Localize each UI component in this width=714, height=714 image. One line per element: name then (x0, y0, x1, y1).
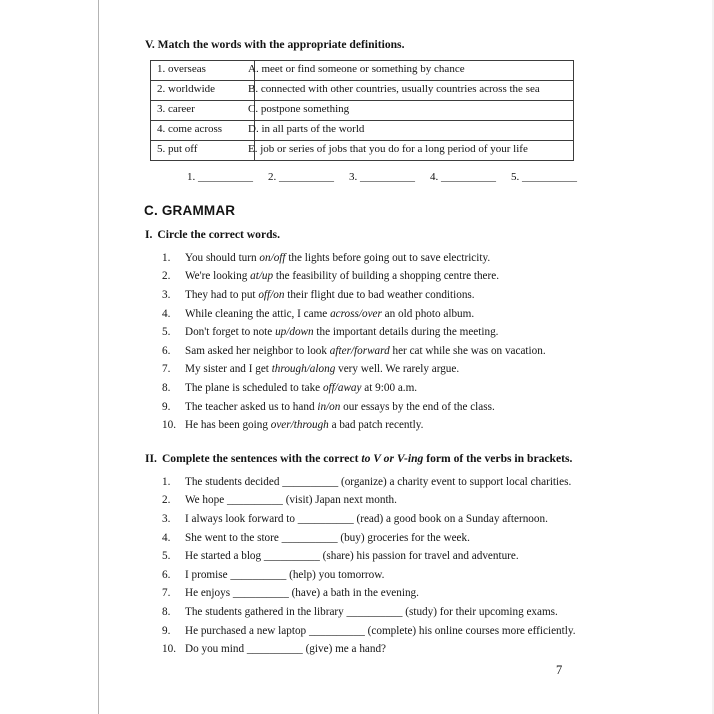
text-before: You should turn (185, 251, 260, 264)
list-item (162, 287, 577, 303)
section-v-title: V. Match the words with the appropriate definitions. (145, 38, 405, 51)
list-item (162, 268, 577, 284)
spacer (145, 436, 577, 452)
item-text: He purchased a new laptop __________ (complete) his online courses more efficiently. (185, 624, 576, 637)
item-text (185, 343, 577, 359)
item-text (185, 361, 577, 377)
part2-title (145, 452, 577, 465)
item-text (185, 324, 577, 340)
list-item (162, 250, 577, 266)
list-item (162, 361, 577, 377)
item-number: 4. (162, 307, 171, 320)
list-item (162, 623, 577, 639)
choice-words: across/over (330, 307, 382, 320)
part2-title-text (162, 452, 577, 465)
choice-words: off/away (322, 381, 362, 394)
item-number: 4. (162, 531, 171, 544)
text-after: at 9:00 a.m. (361, 381, 418, 394)
list-item (162, 641, 577, 657)
item-text: He started a blog __________ (share) his passion for travel and adventure. (185, 550, 519, 563)
definition-cell: D. in all parts of the world (255, 120, 574, 140)
text-after: a bad patch recently. (328, 419, 424, 432)
word-cell: 4. come across (151, 120, 255, 140)
text-before: We're looking (185, 270, 251, 283)
text-before: Don't forget to note (185, 326, 276, 339)
item-number: 7. (162, 587, 171, 600)
text-before: My sister and I get (185, 363, 272, 376)
table-row (151, 140, 574, 160)
choice-words: after/forward (329, 344, 390, 357)
item-number: 8. (162, 381, 171, 394)
word-cell: 1. overseas (151, 61, 255, 81)
item-number: 5. (162, 550, 171, 563)
item-number: 6. (162, 568, 171, 581)
item-number: 5. (162, 326, 171, 339)
text-before: He has been going (185, 419, 271, 432)
list-item (162, 399, 577, 415)
definition-cell: B. connected with other countries, usually countries across the sea (255, 80, 574, 100)
definition-cell: E. job or series of jobs that you do for a long period of your life (255, 140, 574, 160)
list-item (162, 324, 577, 340)
answer-blank: 5. __________ (511, 170, 577, 183)
table-row (151, 100, 574, 120)
text-before: They had to put (185, 288, 259, 301)
item-text (185, 399, 577, 415)
answer-blank: 2. __________ (268, 170, 334, 183)
list-item (162, 567, 577, 583)
text-before: While cleaning the attic, I came (185, 307, 331, 320)
item-text: He enjoys __________ (have) a bath in the evening. (185, 587, 419, 600)
item-number: 8. (162, 606, 171, 619)
choice-words: at/up (250, 270, 274, 283)
list-item (162, 548, 577, 564)
word-cell: 5. put off (151, 140, 255, 160)
item-text: I promise __________ (help) you tomorrow. (185, 568, 385, 581)
item-number: 7. (162, 363, 171, 376)
item-number: 3. (162, 288, 171, 301)
text-after: the feasibility of building a shopping centre there. (273, 270, 499, 283)
text-before: The teacher asked us to hand (185, 400, 318, 413)
item-text: The students decided __________ (organize) a charity event to support local charities. (185, 475, 572, 488)
list-item (162, 380, 577, 396)
text-after: our essays by the end of the class. (340, 400, 495, 413)
item-text: I always look forward to __________ (read) a good book on a Sunday afternoon. (185, 513, 548, 525)
text-after: very well. We rarely argue. (335, 363, 460, 376)
answer-blank: 1. __________ (187, 170, 253, 183)
list-item (162, 474, 577, 490)
answer-line (187, 171, 577, 183)
part1-title (145, 228, 577, 241)
item-number: 10. (162, 419, 176, 432)
item-number: 9. (162, 400, 171, 413)
item-text (185, 287, 577, 303)
part1-list (162, 250, 577, 434)
text-before: Sam asked her neighbor to look (185, 344, 330, 357)
item-number: 9. (162, 624, 171, 637)
answer-blank: 3. __________ (349, 170, 415, 183)
page-content (145, 38, 577, 660)
item-text: We hope __________ (visit) Japan next month. (185, 494, 397, 507)
word-cell: 3. career (151, 100, 255, 120)
item-text (185, 250, 577, 266)
choice-words: over/through (270, 419, 329, 432)
text-after: their flight due to bad weather conditions. (284, 288, 475, 301)
definition-cell: C. postpone something (255, 100, 574, 120)
part2-roman-numeral: II. (145, 451, 157, 465)
definition-cell: A. meet or find someone or something by chance (255, 61, 574, 81)
list-item (162, 343, 577, 359)
matching-table (150, 60, 574, 161)
list-item (162, 585, 577, 601)
item-number: 2. (162, 270, 171, 283)
text-after: the important details during the meeting. (313, 326, 499, 339)
list-item (162, 492, 577, 508)
part1-title-text: Circle the correct words. (157, 227, 280, 241)
text-before: The plane is scheduled to take (185, 381, 323, 394)
answer-blank: 4. __________ (430, 170, 496, 183)
table-row (151, 61, 574, 81)
item-text (185, 306, 577, 322)
title-italic: to V or V-ing (361, 451, 424, 465)
item-text: Do you mind __________ (give) me a hand? (185, 643, 387, 656)
list-item (162, 306, 577, 322)
word-cell: 2. worldwide (151, 80, 255, 100)
item-text (185, 380, 577, 396)
list-item (162, 511, 577, 527)
grammar-section-heading: C. GRAMMAR (144, 202, 236, 218)
text-after: her cat while she was on vacation. (389, 344, 546, 357)
item-number: 10. (162, 643, 176, 656)
item-number: 3. (162, 513, 171, 525)
table-row (151, 120, 574, 140)
text-after: an old photo album. (381, 307, 475, 320)
title-after: form of the verbs in brackets. (423, 451, 573, 465)
page-edge-line (98, 0, 99, 714)
item-text: She went to the store __________ (buy) groceries for the week. (185, 531, 470, 544)
item-number: 6. (162, 344, 171, 357)
item-text (185, 417, 577, 433)
choice-words: through/along (271, 363, 336, 376)
text-after: the lights before going out to save electricity. (285, 251, 491, 264)
page-number: 7 (556, 663, 563, 677)
choice-words: in/on (317, 400, 341, 413)
choice-words: on/off (259, 251, 286, 264)
choice-words: up/down (275, 326, 314, 339)
item-number: 2. (162, 494, 171, 507)
choice-words: off/on (258, 288, 285, 301)
title-before: Complete the sentences with the correct (161, 451, 362, 465)
part1-roman-numeral: I. (145, 227, 153, 241)
table-row (151, 80, 574, 100)
item-text (185, 268, 577, 284)
item-text: The students gathered in the library __________ (study) for their upcoming exams. (185, 606, 558, 619)
list-item (162, 530, 577, 546)
item-number: 1. (162, 251, 171, 264)
list-item (162, 417, 577, 433)
list-item (162, 604, 577, 620)
item-number: 1. (162, 475, 171, 488)
part2-list (162, 474, 577, 658)
